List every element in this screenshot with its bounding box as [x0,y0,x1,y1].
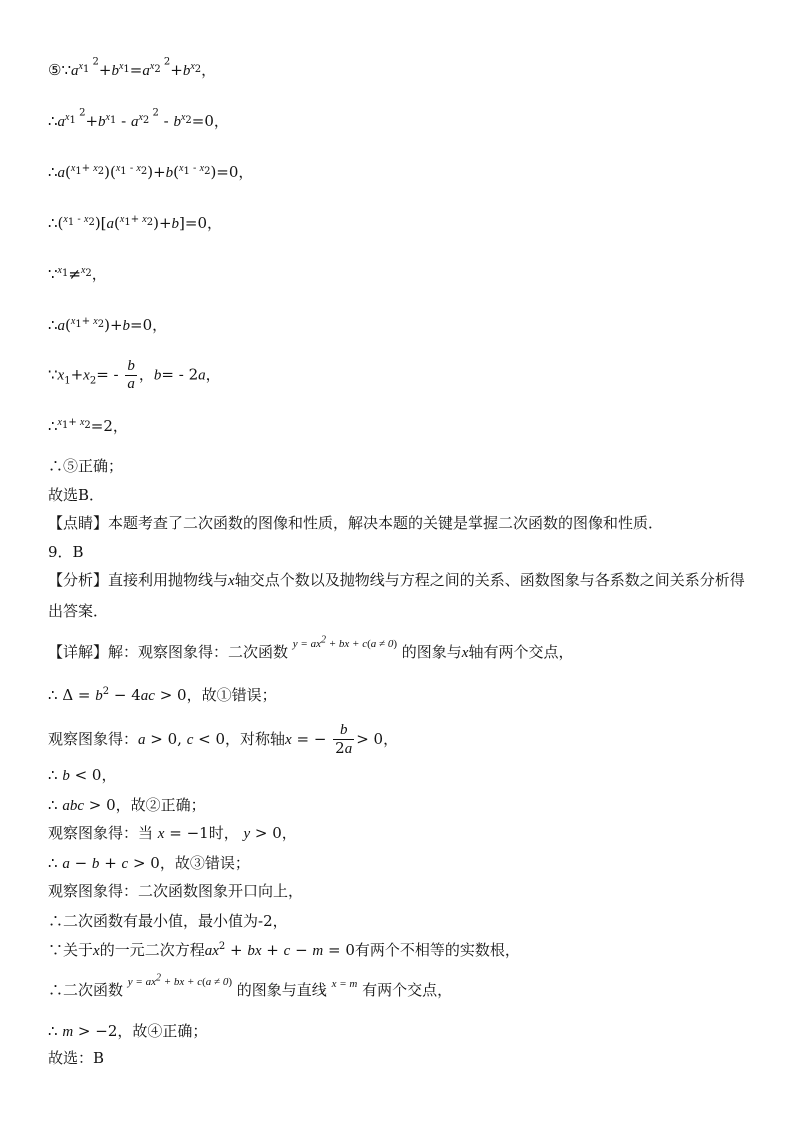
line-23: ∵关于x的一元二次方程$ax^2$ + bx + c − m = 0有两个不相等的实数根， [48,941,520,959]
line-11-dianjing: 【点睛】本题考查了二次函数的图像和性质，解决本题的关键是掌握二次函数的图像和性质． [48,514,664,532]
formula-quadratic-2: y = ax2 + bx + c(a ≠ 0) [127,972,232,988]
line-16: 观察图象得：a > 0, c < 0，对称轴x = − $\frac{b}{2a}$ > 0， [48,722,399,757]
line-9: ∴⑤正确； [48,457,124,475]
line-14-xiangjie: 【详解】解：观察图象得：二次函数 $^{y = ax^2 + bx + c(a \ne 0)}$ 的图象与x轴有两个交点， [48,634,574,661]
line-19: 观察图象得：当 x = −1时， y > 0， [48,824,297,842]
line-5: ∵$^{x_1}$≠$^{x_2}$， [48,265,107,283]
line-15: ∴ $\Delta = b^2 - 4ac > 0$，故①错误； [48,686,277,704]
formula-quadratic: y = ax2 + bx + c(a ≠ 0) [292,634,397,650]
line-21: 观察图象得：二次函数图象开口向上， [48,882,304,900]
line-7: $\because x_1+x_2=$ - $\frac{b}{a}$ ，b= - 2a， [48,358,221,392]
line-6: ∴a($^{x_1+ x_2}$)+b=0， [48,316,168,334]
line-4: ∴($^{x_1 - x_2}$)[a($^{x_1+ x_2}$)+b]=0， [48,214,222,232]
line-26: 故选：B [48,1049,105,1067]
line-17: ∴ b < 0， [48,766,117,784]
line-8: ∴$^{x_1+ x_2}$=2， [48,417,128,435]
line-22: ∴二次函数有最小值，最小值为-2， [48,912,288,930]
line-1: $⑤\because a^{x_1 ^2}+b^{x_1}=a^{x_2 ^2}+b^{x_2}$， [48,56,217,79]
line-24: ∴二次函数 $^{y = ax^2 + bx + c(a \ne 0)}$ 的图象与直线 $^{x = m}$ 有两个交点， [48,972,453,999]
line-12-answer-9: 9．B [48,543,84,561]
line-2: $\therefore a^{x_1 ^2}+b^{x_1} - a^{x_2 ^2} - b^{x_2}=0$， [48,107,229,130]
line-13-fenxi: 【分析】直接利用抛物线与x轴交点个数以及抛物线与方程之间的关系、函数图象与各系数之间关系分析得出答案． [48,571,745,620]
line-10: 故选B． [48,486,105,504]
formula-line-x-equals-m: x = m [331,978,358,990]
line-25: ∴ m > −2，故④正确； [48,1022,208,1040]
line-18: ∴ abc > 0，故②正确； [48,796,206,814]
line-20: ∴ a − b + c > 0，故③错误； [48,854,250,872]
fraction-b-over-2a: $\frac{b}{2a}$ [335,722,353,757]
fraction-b-over-a: $\frac{b}{a}$ [127,358,135,392]
line-3: ∴a($^{x_1+ x_2}$)($^{x_1 - x_2}$)+b($^{x_1 - x_2}$)=0， [48,163,254,181]
